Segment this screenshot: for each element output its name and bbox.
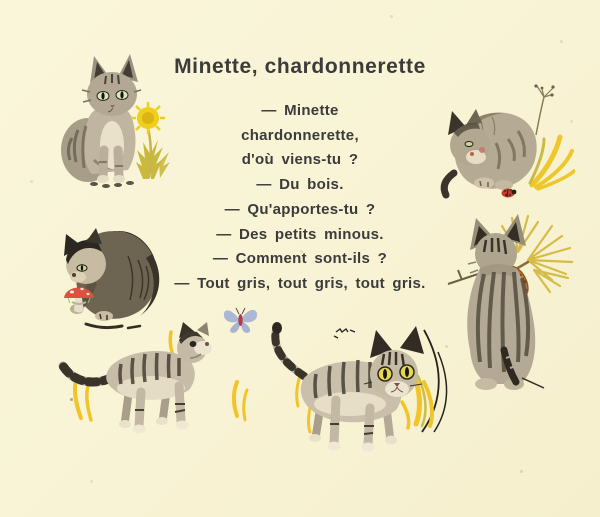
dark-kitten-with-mushroom-illustration <box>28 210 183 335</box>
poem-line: — Du bois. <box>256 176 344 194</box>
poem-line: chardonnerette, <box>241 126 359 144</box>
kitten-body <box>467 264 544 390</box>
kitten-body <box>61 105 135 183</box>
kitten-crouching-over-ladybug-illustration <box>420 83 575 208</box>
kitten-tail <box>63 366 111 382</box>
poem-line: — Des petits minous. <box>216 225 384 243</box>
poem-line: — Comment sont-ils ? <box>212 250 388 268</box>
kitten-walking-yellow-eyes-illustration <box>252 312 457 457</box>
ladybug-icon <box>502 189 517 198</box>
poem-line: — Tout gris, tout gris, tout gris. <box>174 274 426 292</box>
paper-specks <box>390 15 393 18</box>
kitten-head <box>82 54 141 116</box>
page-title: Minette, chardonnerette <box>174 55 426 78</box>
dandelion-icon <box>131 102 170 179</box>
poem-line: — Minette <box>261 102 339 119</box>
poem-line: — Qu'apportes-tu ? <box>224 200 376 218</box>
kitten-body <box>106 351 195 433</box>
ink-squiggle <box>334 329 355 338</box>
kitten-head <box>177 322 212 363</box>
dry-flower-stalk <box>534 84 554 135</box>
poem-line: d'où viens-tu ? <box>241 151 359 169</box>
kitten-tail <box>272 322 304 376</box>
kitten-walking-toward-butterfly-illustration <box>55 320 255 445</box>
paw-prints <box>90 181 134 188</box>
kitten-sitting-with-dandelion-illustration <box>48 50 183 190</box>
